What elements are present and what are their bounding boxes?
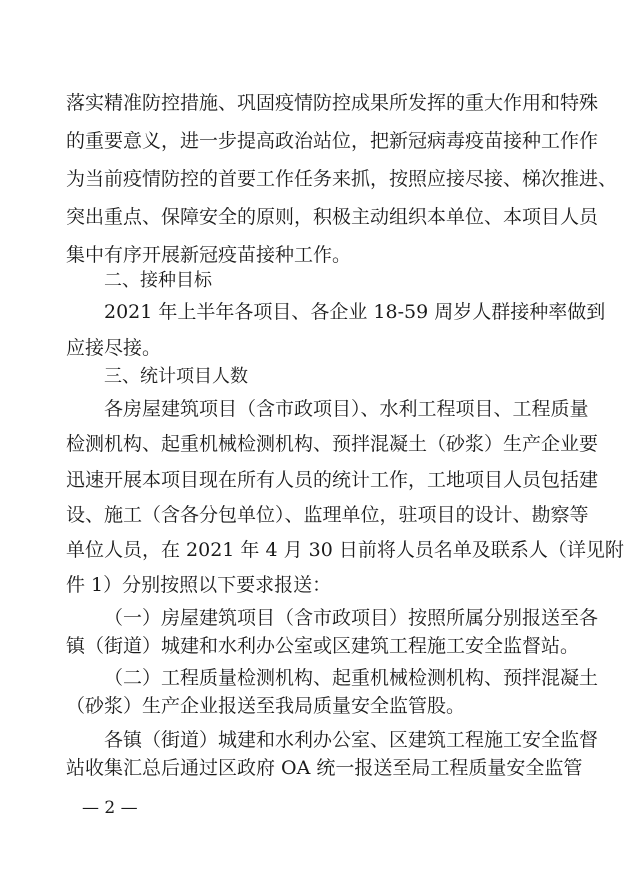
paragraph-line: 应接尽接。 xyxy=(66,337,162,359)
paragraph-line: 检测机构、起重机械检测机构、预拌混凝土（砂浆）生产企业要 xyxy=(66,433,599,455)
paragraph-line: 为当前疫情防控的首要工作任务来抓，按照应接尽接、梯次推进、 xyxy=(66,168,618,190)
paragraph-line: 站收集汇总后通过区政府 OA 统一报送至局工程质量安全监管 xyxy=(66,757,583,779)
paragraph-line: 单位人员，在 2021 年 4 月 30 日前将人员名单及联系人（详见附 xyxy=(66,539,624,561)
paragraph-line: 的重要意义，进一步提高政治站位，把新冠病毒疫苗接种工作作 xyxy=(66,130,599,152)
paragraph-line: 2021 年上半年各项目、各企业 18-59 周岁人群接种率做到 xyxy=(104,301,606,323)
section-heading-vaccination-target: 二、接种目标 xyxy=(104,270,212,291)
paragraph-line: 集中有序开展新冠疫苗接种工作。 xyxy=(66,244,352,266)
list-item-line: 镇（街道）城建和水利办公室或区建筑工程施工安全监督站。 xyxy=(66,635,580,657)
paragraph-line: 落实精准防控措施、巩固疫情防控成果所发挥的重大作用和特殊 xyxy=(66,92,599,114)
paragraph-line: 突出重点、保障安全的原则，积极主动组织本单位、本项目人员 xyxy=(66,206,599,228)
paragraph-line: 件 1）分别按照以下要求报送： xyxy=(66,574,332,596)
list-item-line: （一）房屋建筑项目（含市政项目）按照所属分别报送至各 xyxy=(104,607,599,629)
page-number: — 2 — xyxy=(82,798,138,818)
paragraph-line: 设、施工（含各分包单位）、监理单位，驻项目的设计、勘察等 xyxy=(66,504,589,526)
paragraph-line: 各镇（街道）城建和水利办公室、区建筑工程施工安全监督 xyxy=(104,729,599,751)
section-heading-project-headcount: 三、统计项目人数 xyxy=(104,366,248,387)
list-item-line: （二）工程质量检测机构、起重机械检测机构、预拌混凝土 xyxy=(104,667,599,689)
list-item-line: （砂浆）生产企业报送至我局质量安全监管股。 xyxy=(66,695,466,717)
paragraph-line: 迅速开展本项目现在所有人员的统计工作，工地项目人员包括建 xyxy=(66,469,599,491)
paragraph-line: 各房屋建筑项目（含市政项目）、水利工程项目、工程质量 xyxy=(104,398,589,420)
